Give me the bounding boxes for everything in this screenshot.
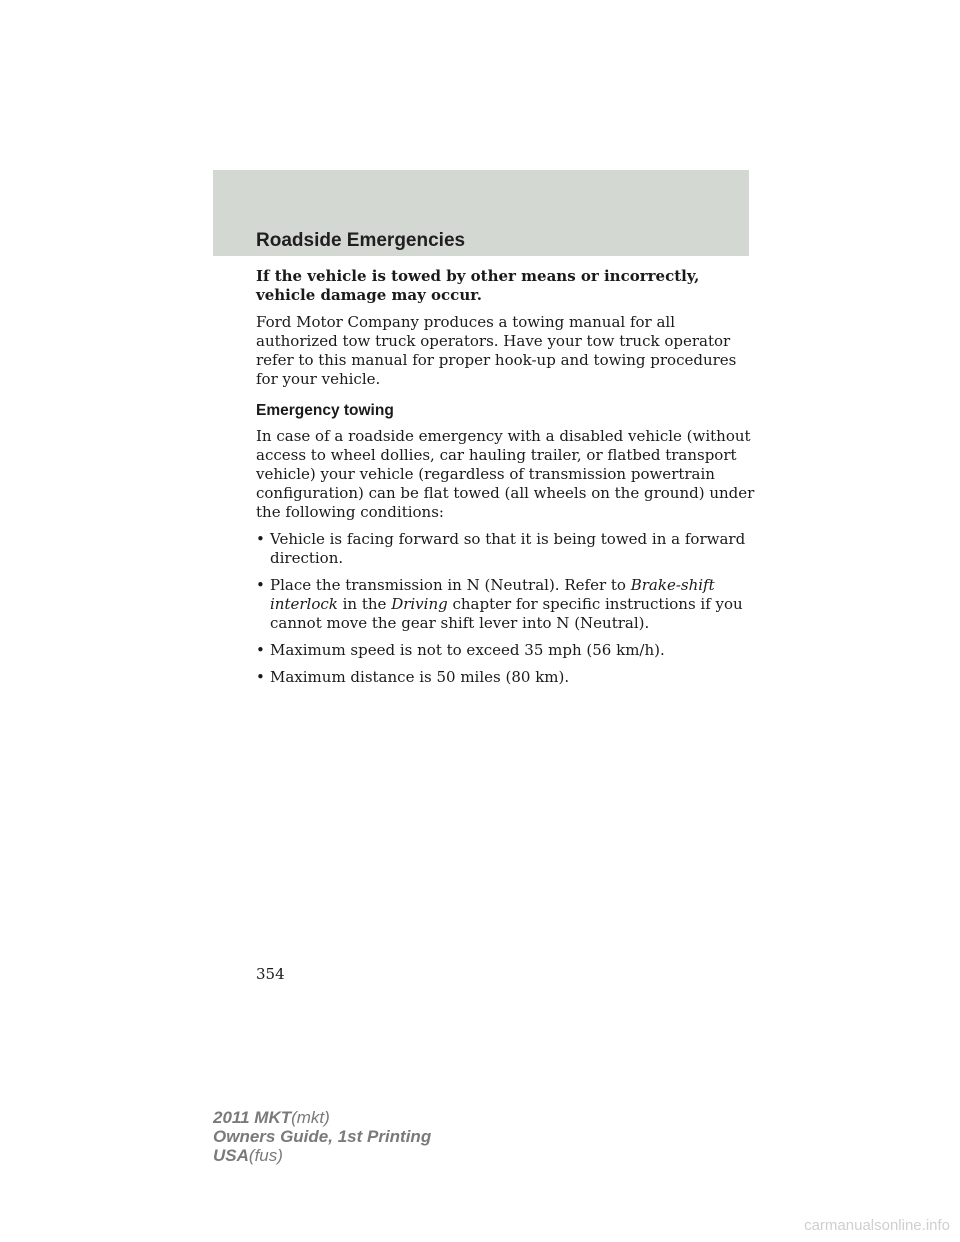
page-content [256, 267, 756, 695]
footer-line-model [213, 1108, 431, 1127]
cross-reference-driving-chapter: Driving [391, 595, 448, 613]
bullet-icon: • [256, 641, 265, 659]
footer-model-code: (mkt) [291, 1108, 330, 1127]
section-header-band [213, 170, 749, 256]
footer-line-market [213, 1146, 431, 1165]
footer-market: USA [213, 1146, 249, 1165]
emergency-paragraph: In case of a roadside emergency with a disabled vehicle (without access to wheel dollies, car hauling trailer, or flatbed transport vehicle) your vehicle (regardless of transmission powertrain configuration) can be flat towed (all wheels on the ground) under the following conditions: [256, 427, 755, 521]
warning-text: If the vehicle is towed by other means or incorrectly, vehicle damage may occur. [256, 267, 700, 304]
list-item-text-start: Place the transmission in N (Neutral). Refer to [270, 576, 631, 594]
watermark-text: carmanualsonline.info [804, 1217, 950, 1234]
list-item [256, 576, 756, 633]
list-item-text: Vehicle is facing forward so that it is being towed in a forward direction. [270, 530, 746, 567]
footer-line-edition: Owners Guide, 1st Printing [213, 1127, 432, 1146]
page-number: 354 [256, 965, 285, 983]
bullet-icon: • [256, 530, 265, 548]
intro-paragraph: Ford Motor Company produces a towing manual for all authorized tow truck operators. Have your tow truck operator refer to this manual for proper hook-up and towing procedures for your vehicle. [256, 313, 737, 388]
list-item-text-mid: in the [337, 595, 392, 613]
bullet-icon: • [256, 576, 265, 594]
conditions-list [256, 530, 756, 687]
list-item [256, 668, 756, 687]
list-item-text-end: chapter for specific instructions if you cannot move the gear shift lever into N (Neutral). [270, 595, 743, 632]
footer-model: 2011 MKT [213, 1108, 292, 1127]
subheading-emergency-towing: Emergency towing [256, 402, 394, 419]
bullet-icon: • [256, 668, 265, 686]
list-item [256, 641, 756, 660]
list-item-text: Maximum speed is not to exceed 35 mph (56 km/h). [270, 641, 665, 659]
list-item [256, 530, 756, 568]
cross-reference-brake-shift-interlock: Brake-shift interlock [270, 576, 715, 613]
footer-market-code: (fus) [248, 1146, 283, 1165]
document-footer [213, 1108, 431, 1165]
section-title: Roadside Emergencies [256, 230, 466, 251]
list-item-text: Maximum distance is 50 miles (80 km). [270, 668, 570, 686]
